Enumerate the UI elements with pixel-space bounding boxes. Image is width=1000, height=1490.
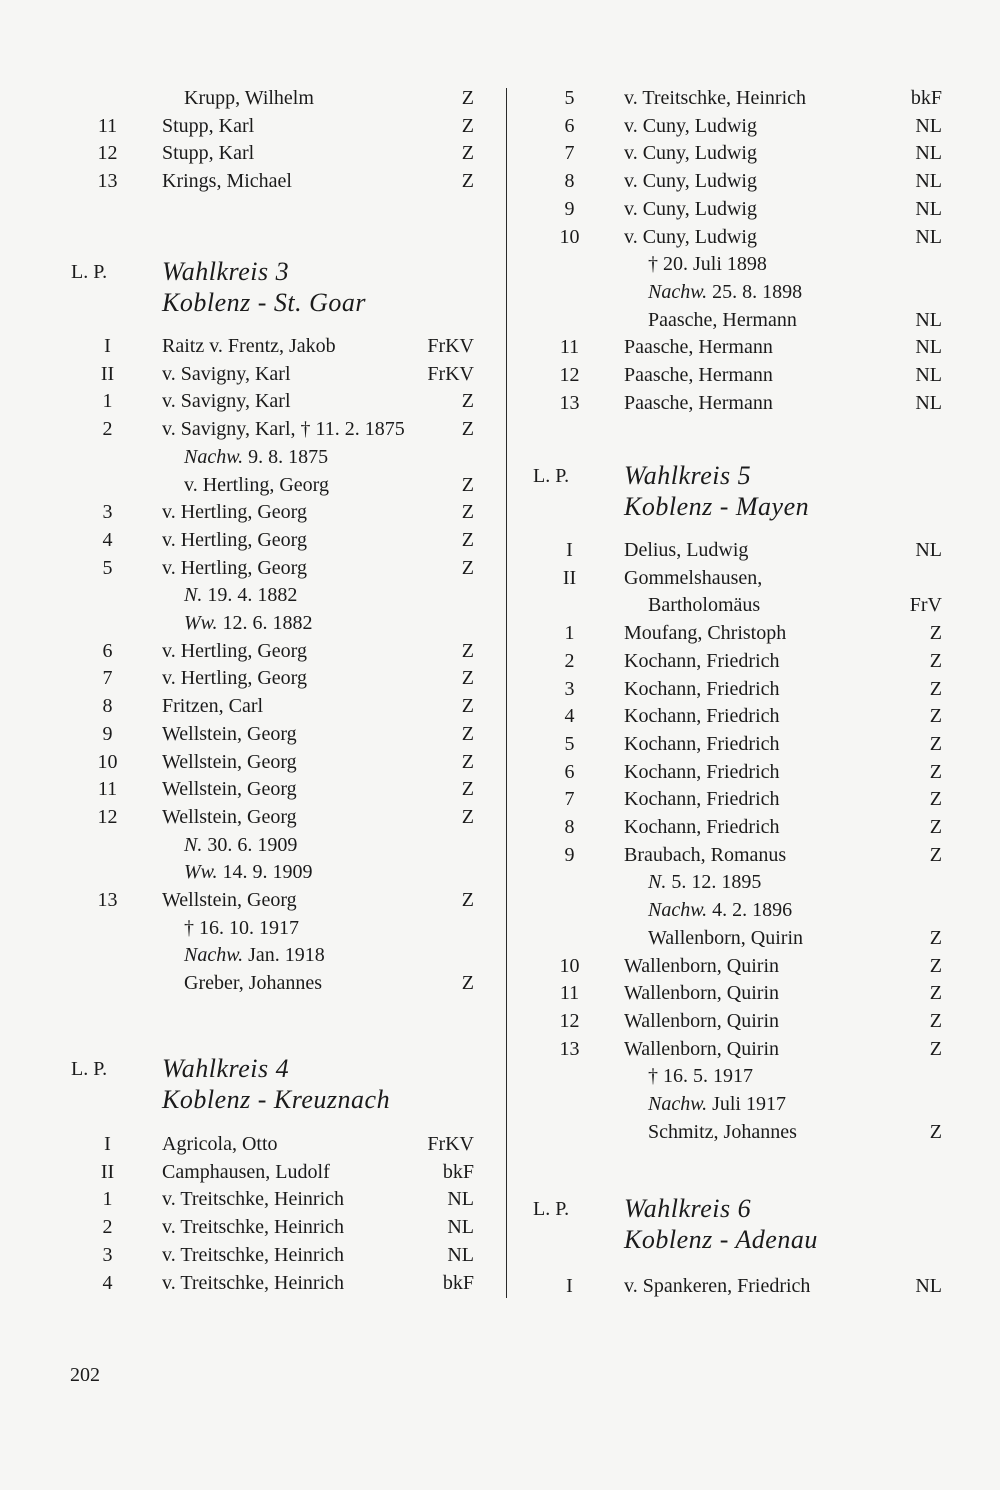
party-abbreviation: Z: [461, 972, 474, 995]
note-date: † 16. 10. 1917: [184, 916, 299, 939]
note-date: † 20. Juli 1898: [648, 253, 767, 276]
note-date: 25. 8. 1898: [707, 280, 803, 303]
table-row: [500, 1272, 1000, 1300]
note-text: [648, 868, 761, 896]
party-abbreviation: Z: [461, 87, 474, 109]
note-row: [0, 914, 500, 942]
table-row: [0, 775, 500, 803]
party-abbreviation: Z: [461, 639, 474, 662]
table-row: [500, 924, 1000, 952]
period-number: 8: [102, 695, 113, 718]
period-number: 6: [564, 114, 575, 137]
deputy-name: Kochann, Friedrich: [624, 677, 780, 700]
table-row: [500, 952, 1000, 980]
period-number: 1: [564, 622, 575, 645]
table-row: [500, 223, 1000, 251]
note-date: 5. 12. 1895: [666, 871, 762, 894]
note-text: [648, 278, 802, 306]
table-row: [0, 969, 500, 997]
note-row: [0, 581, 500, 609]
table-row: [500, 702, 1000, 730]
deputy-name: v. Savigny, Karl: [162, 390, 291, 413]
deputy-name: Kochann, Friedrich: [624, 760, 780, 783]
period-number: II: [100, 1160, 115, 1183]
table-row: [0, 664, 500, 692]
period-number: 8: [564, 816, 575, 838]
note-row: [0, 609, 500, 637]
party-abbreviation: Z: [929, 705, 942, 728]
note-text: [184, 914, 299, 942]
party-abbreviation: Z: [929, 649, 942, 672]
note-date: 30. 6. 1909: [202, 833, 298, 856]
deputy-name: Wallenborn, Quirin: [648, 926, 804, 949]
table-row: [0, 1269, 500, 1297]
period-number: 11: [559, 336, 580, 359]
deputy-name: v. Savigny, Karl: [162, 362, 291, 385]
deputy-name: v. Treitschke, Heinrich: [162, 1271, 345, 1294]
period-number: 7: [564, 142, 575, 165]
table-row: [0, 471, 500, 499]
period-number: 4: [564, 705, 575, 728]
party-abbreviation: Z: [929, 788, 942, 811]
party-abbreviation: Z: [929, 843, 942, 866]
party-abbreviation: NL: [447, 1243, 474, 1266]
table-row: [500, 167, 1000, 195]
period-number: 6: [564, 760, 575, 783]
deputy-name: v. Treitschke, Heinrich: [162, 1216, 345, 1239]
period-number: 7: [564, 788, 575, 811]
deputy-name: Stupp, Karl: [162, 142, 255, 165]
section-lp-label: L. P.: [533, 465, 570, 487]
note-text: [184, 581, 297, 609]
deputy-name: v. Treitschke, Heinrich: [162, 1188, 345, 1211]
table-row: [500, 389, 1000, 417]
period-number: 1: [102, 1188, 113, 1211]
table-row: [500, 758, 1000, 786]
table-row: [0, 84, 500, 112]
note-row: [500, 896, 1000, 924]
party-abbreviation: FrV: [909, 594, 942, 617]
period-number: I: [566, 539, 573, 561]
table-row: [0, 554, 500, 582]
table-row: [0, 139, 500, 167]
period-number: 11: [97, 114, 118, 137]
table-row: [0, 332, 500, 360]
period-number: 10: [559, 225, 580, 248]
period-number: 13: [97, 170, 118, 193]
party-abbreviation: Z: [929, 1120, 942, 1143]
table-row: [0, 526, 500, 554]
table-row: [500, 647, 1000, 675]
table-row: [500, 361, 1000, 389]
deputy-name: Fritzen, Carl: [162, 695, 264, 718]
deputy-name: Paasche, Hermann: [624, 391, 773, 414]
table-row: [500, 536, 1000, 564]
note-label: Ww.: [184, 612, 218, 634]
period-number: 13: [559, 1037, 580, 1060]
period-number: 5: [102, 556, 113, 579]
party-abbreviation: Z: [461, 114, 474, 137]
table-row: [500, 619, 1000, 647]
party-abbreviation: Z: [461, 528, 474, 551]
section-lp-label: L. P.: [533, 1198, 570, 1220]
party-abbreviation: Z: [929, 816, 942, 838]
deputy-name: Wallenborn, Quirin: [624, 982, 780, 1005]
deputy-name: Wellstein, Georg: [162, 750, 297, 773]
deputy-name: Wellstein, Georg: [162, 722, 297, 745]
party-abbreviation: Z: [461, 418, 474, 441]
section-subtitle: Koblenz - Kreuznach: [162, 1085, 391, 1114]
table-row: [500, 112, 1000, 140]
party-abbreviation: NL: [915, 197, 942, 220]
deputy-name: Agricola, Otto: [162, 1133, 278, 1155]
note-date: † 16. 5. 1917: [648, 1065, 753, 1088]
deputy-name: Kochann, Friedrich: [624, 816, 780, 838]
table-row: [0, 387, 500, 415]
table-row: [0, 886, 500, 914]
table-row: [500, 730, 1000, 758]
note-row: [500, 1062, 1000, 1090]
deputy-name: Kochann, Friedrich: [624, 649, 780, 672]
party-abbreviation: FrKV: [427, 1133, 474, 1155]
party-abbreviation: NL: [915, 364, 942, 386]
table-row: [500, 979, 1000, 1007]
note-row: [500, 868, 1000, 896]
table-row: [0, 748, 500, 776]
period-number: 6: [102, 639, 113, 662]
party-abbreviation: Z: [461, 473, 474, 496]
party-abbreviation: NL: [915, 114, 942, 137]
deputy-name: v. Cuny, Ludwig: [624, 170, 757, 193]
party-abbreviation: Z: [461, 695, 474, 718]
table-row: [0, 1130, 500, 1158]
table-row: [0, 637, 500, 665]
table-row: [500, 139, 1000, 167]
party-abbreviation: Z: [461, 390, 474, 413]
deputy-name: Wallenborn, Quirin: [624, 954, 780, 977]
note-row: [0, 831, 500, 859]
deputy-name: v. Hertling, Georg: [162, 501, 307, 524]
table-row: [500, 84, 1000, 112]
table-row: [0, 1241, 500, 1269]
party-abbreviation: Z: [461, 889, 474, 911]
table-row: [500, 564, 1000, 592]
party-abbreviation: Z: [461, 501, 474, 524]
table-row: [0, 692, 500, 720]
deputy-name: v. Cuny, Ludwig: [624, 114, 757, 137]
deputy-name: Paasche, Hermann: [648, 308, 797, 331]
note-label: N.: [184, 584, 203, 607]
section-title: Wahlkreis 5: [624, 461, 752, 490]
period-number: 9: [102, 722, 113, 745]
deputy-name: v. Spankeren, Friedrich: [624, 1275, 811, 1297]
note-date: 9. 8. 1875: [243, 445, 329, 468]
deputy-name: Krupp, Wilhelm: [184, 87, 314, 109]
table-row: [500, 591, 1000, 619]
period-number: 4: [102, 528, 113, 551]
note-row: [500, 278, 1000, 306]
section-title: Wahlkreis 4: [162, 1054, 290, 1083]
period-number: II: [562, 566, 577, 589]
table-row: [0, 1213, 500, 1241]
period-number: I: [104, 335, 111, 357]
period-number: 11: [97, 778, 118, 801]
deputy-name: Kochann, Friedrich: [624, 732, 780, 755]
period-number: 9: [564, 843, 575, 866]
note-label: N.: [184, 833, 203, 856]
deputy-name: Delius, Ludwig: [624, 539, 749, 561]
deputy-name: v. Cuny, Ludwig: [624, 225, 757, 248]
period-number: 12: [559, 1009, 580, 1032]
party-abbreviation: Z: [461, 722, 474, 745]
period-number: 5: [564, 87, 575, 109]
note-date: Juli 1917: [707, 1093, 786, 1115]
party-abbreviation: Z: [461, 556, 474, 579]
section-subtitle: Koblenz - St. Goar: [162, 288, 366, 317]
table-row: [0, 415, 500, 443]
note-label: N.: [648, 871, 667, 894]
note-text: [648, 1090, 786, 1118]
note-text: [184, 831, 297, 859]
section-title: Wahlkreis 3: [162, 257, 290, 286]
table-row: [500, 306, 1000, 334]
deputy-name: Schmitz, Johannes: [648, 1120, 797, 1143]
deputy-name: Gommelshausen,: [624, 566, 763, 589]
party-abbreviation: Z: [461, 142, 474, 165]
period-number: 9: [564, 197, 575, 220]
party-abbreviation: NL: [915, 142, 942, 165]
table-row: [0, 720, 500, 748]
party-abbreviation: FrKV: [427, 362, 474, 385]
party-abbreviation: Z: [461, 170, 474, 193]
period-number: 2: [102, 418, 113, 441]
party-abbreviation: NL: [447, 1188, 474, 1211]
note-row: [500, 250, 1000, 278]
party-abbreviation: Z: [929, 954, 942, 977]
party-abbreviation: Z: [929, 982, 942, 1005]
period-number: 11: [559, 982, 580, 1005]
deputy-name: v. Hertling, Georg: [184, 473, 329, 496]
period-number: 4: [102, 1271, 113, 1294]
period-number: 3: [102, 501, 113, 524]
deputy-name: Moufang, Christoph: [624, 622, 787, 645]
period-number: I: [104, 1133, 111, 1155]
period-number: 12: [97, 142, 118, 165]
period-number: 13: [559, 391, 580, 414]
deputy-name: v. Hertling, Georg: [162, 528, 307, 551]
party-abbreviation: Z: [929, 926, 942, 949]
note-text: [184, 443, 328, 471]
deputy-name: Stupp, Karl: [162, 114, 255, 137]
note-row: [0, 858, 500, 886]
note-text: [648, 896, 792, 924]
deputy-name: v. Hertling, Georg: [162, 667, 307, 690]
period-number: 5: [564, 732, 575, 755]
period-number: 3: [102, 1243, 113, 1266]
deputy-name: Wellstein, Georg: [162, 889, 297, 911]
note-text: [184, 941, 325, 969]
note-label: Nachw.: [184, 944, 244, 967]
note-date: 14. 9. 1909: [217, 861, 313, 884]
party-abbreviation: FrKV: [427, 335, 474, 357]
note-date: Jan. 1918: [243, 944, 325, 967]
deputy-name: Paasche, Hermann: [624, 336, 773, 359]
deputy-name: Camphausen, Ludolf: [162, 1160, 330, 1183]
deputy-name: Wellstein, Georg: [162, 778, 297, 801]
table-row: [500, 813, 1000, 841]
party-abbreviation: Z: [461, 667, 474, 690]
note-text: [184, 858, 313, 886]
party-abbreviation: Z: [929, 732, 942, 755]
deputy-name: Bartholomäus: [648, 594, 761, 617]
period-number: I: [566, 1275, 573, 1297]
deputy-name: Wellstein, Georg: [162, 805, 297, 828]
table-row: [500, 1118, 1000, 1146]
party-abbreviation: Z: [929, 677, 942, 700]
table-row: [500, 841, 1000, 869]
period-number: 2: [564, 649, 575, 672]
party-abbreviation: Z: [929, 760, 942, 783]
party-abbreviation: NL: [447, 1216, 474, 1239]
page-number: 202: [70, 1364, 100, 1386]
period-number: 8: [564, 170, 575, 193]
section-subtitle: Koblenz - Adenau: [624, 1225, 818, 1254]
table-row: [500, 785, 1000, 813]
period-number: 10: [559, 954, 580, 977]
period-number: 3: [564, 677, 575, 700]
table-row: [500, 195, 1000, 223]
period-number: 7: [102, 667, 113, 690]
table-row: [500, 1007, 1000, 1035]
party-abbreviation: Z: [461, 805, 474, 828]
deputy-name: v. Treitschke, Heinrich: [624, 87, 807, 109]
table-row: [0, 1185, 500, 1213]
period-number: 12: [97, 805, 118, 828]
note-text: [648, 250, 767, 278]
note-date: 4. 2. 1896: [707, 899, 793, 922]
table-row: [0, 803, 500, 831]
deputy-name: Raitz v. Frentz, Jakob: [162, 335, 336, 357]
deputy-name: Braubach, Romanus: [624, 843, 787, 866]
note-row: [500, 1090, 1000, 1118]
deputy-name: Greber, Johannes: [184, 972, 323, 995]
note-row: [0, 941, 500, 969]
party-abbreviation: NL: [915, 1275, 942, 1297]
period-number: 1: [102, 390, 113, 413]
table-row: [0, 498, 500, 526]
party-abbreviation: bkF: [442, 1271, 474, 1294]
section-lp-label: L. P.: [71, 1058, 108, 1080]
party-abbreviation: NL: [915, 539, 942, 561]
period-number: 13: [97, 889, 118, 911]
deputy-name: v. Hertling, Georg: [162, 639, 307, 662]
period-number: 2: [102, 1216, 113, 1239]
table-row: [0, 360, 500, 388]
table-row: [0, 167, 500, 195]
deputy-name: Krings, Michael: [162, 170, 292, 193]
party-abbreviation: Z: [461, 750, 474, 773]
table-row: [0, 112, 500, 140]
table-row: [0, 1158, 500, 1186]
note-label: Ww.: [184, 861, 218, 884]
party-abbreviation: NL: [915, 308, 942, 331]
party-abbreviation: bkF: [910, 87, 942, 109]
note-label: Nachw.: [648, 280, 708, 303]
period-number: II: [100, 362, 115, 385]
deputy-name: v. Cuny, Ludwig: [624, 197, 757, 220]
table-row: [500, 333, 1000, 361]
deputy-name: Paasche, Hermann: [624, 364, 773, 386]
deputy-name: Wallenborn, Quirin: [624, 1037, 780, 1060]
period-number: 10: [97, 750, 118, 773]
deputy-name: Kochann, Friedrich: [624, 705, 780, 728]
period-number: 12: [559, 364, 580, 386]
party-abbreviation: NL: [915, 391, 942, 414]
deputy-name: Wallenborn, Quirin: [624, 1009, 780, 1032]
note-label: Nachw.: [648, 1093, 708, 1115]
note-label: Nachw.: [648, 899, 708, 922]
note-text: [648, 1062, 753, 1090]
party-abbreviation: NL: [915, 336, 942, 359]
party-abbreviation: NL: [915, 225, 942, 248]
party-abbreviation: Z: [929, 622, 942, 645]
party-abbreviation: Z: [461, 778, 474, 801]
deputy-name: v. Savigny, Karl, † 11. 2. 1875: [162, 418, 405, 441]
party-abbreviation: NL: [915, 170, 942, 193]
section-title: Wahlkreis 6: [624, 1194, 752, 1223]
party-abbreviation: Z: [929, 1009, 942, 1032]
note-date: 12. 6. 1882: [217, 612, 313, 634]
note-date: 19. 4. 1882: [202, 584, 298, 607]
table-row: [500, 1035, 1000, 1063]
deputy-name: v. Hertling, Georg: [162, 556, 307, 579]
note-text: [184, 609, 313, 637]
deputy-name: v. Treitschke, Heinrich: [162, 1243, 345, 1266]
section-subtitle: Koblenz - Mayen: [624, 492, 810, 521]
party-abbreviation: bkF: [442, 1160, 474, 1183]
section-lp-label: L. P.: [71, 261, 108, 283]
table-row: [500, 675, 1000, 703]
party-abbreviation: Z: [929, 1037, 942, 1060]
note-label: Nachw.: [184, 445, 244, 468]
deputy-name: Kochann, Friedrich: [624, 788, 780, 811]
deputy-name: v. Cuny, Ludwig: [624, 142, 757, 165]
note-row: [0, 443, 500, 471]
